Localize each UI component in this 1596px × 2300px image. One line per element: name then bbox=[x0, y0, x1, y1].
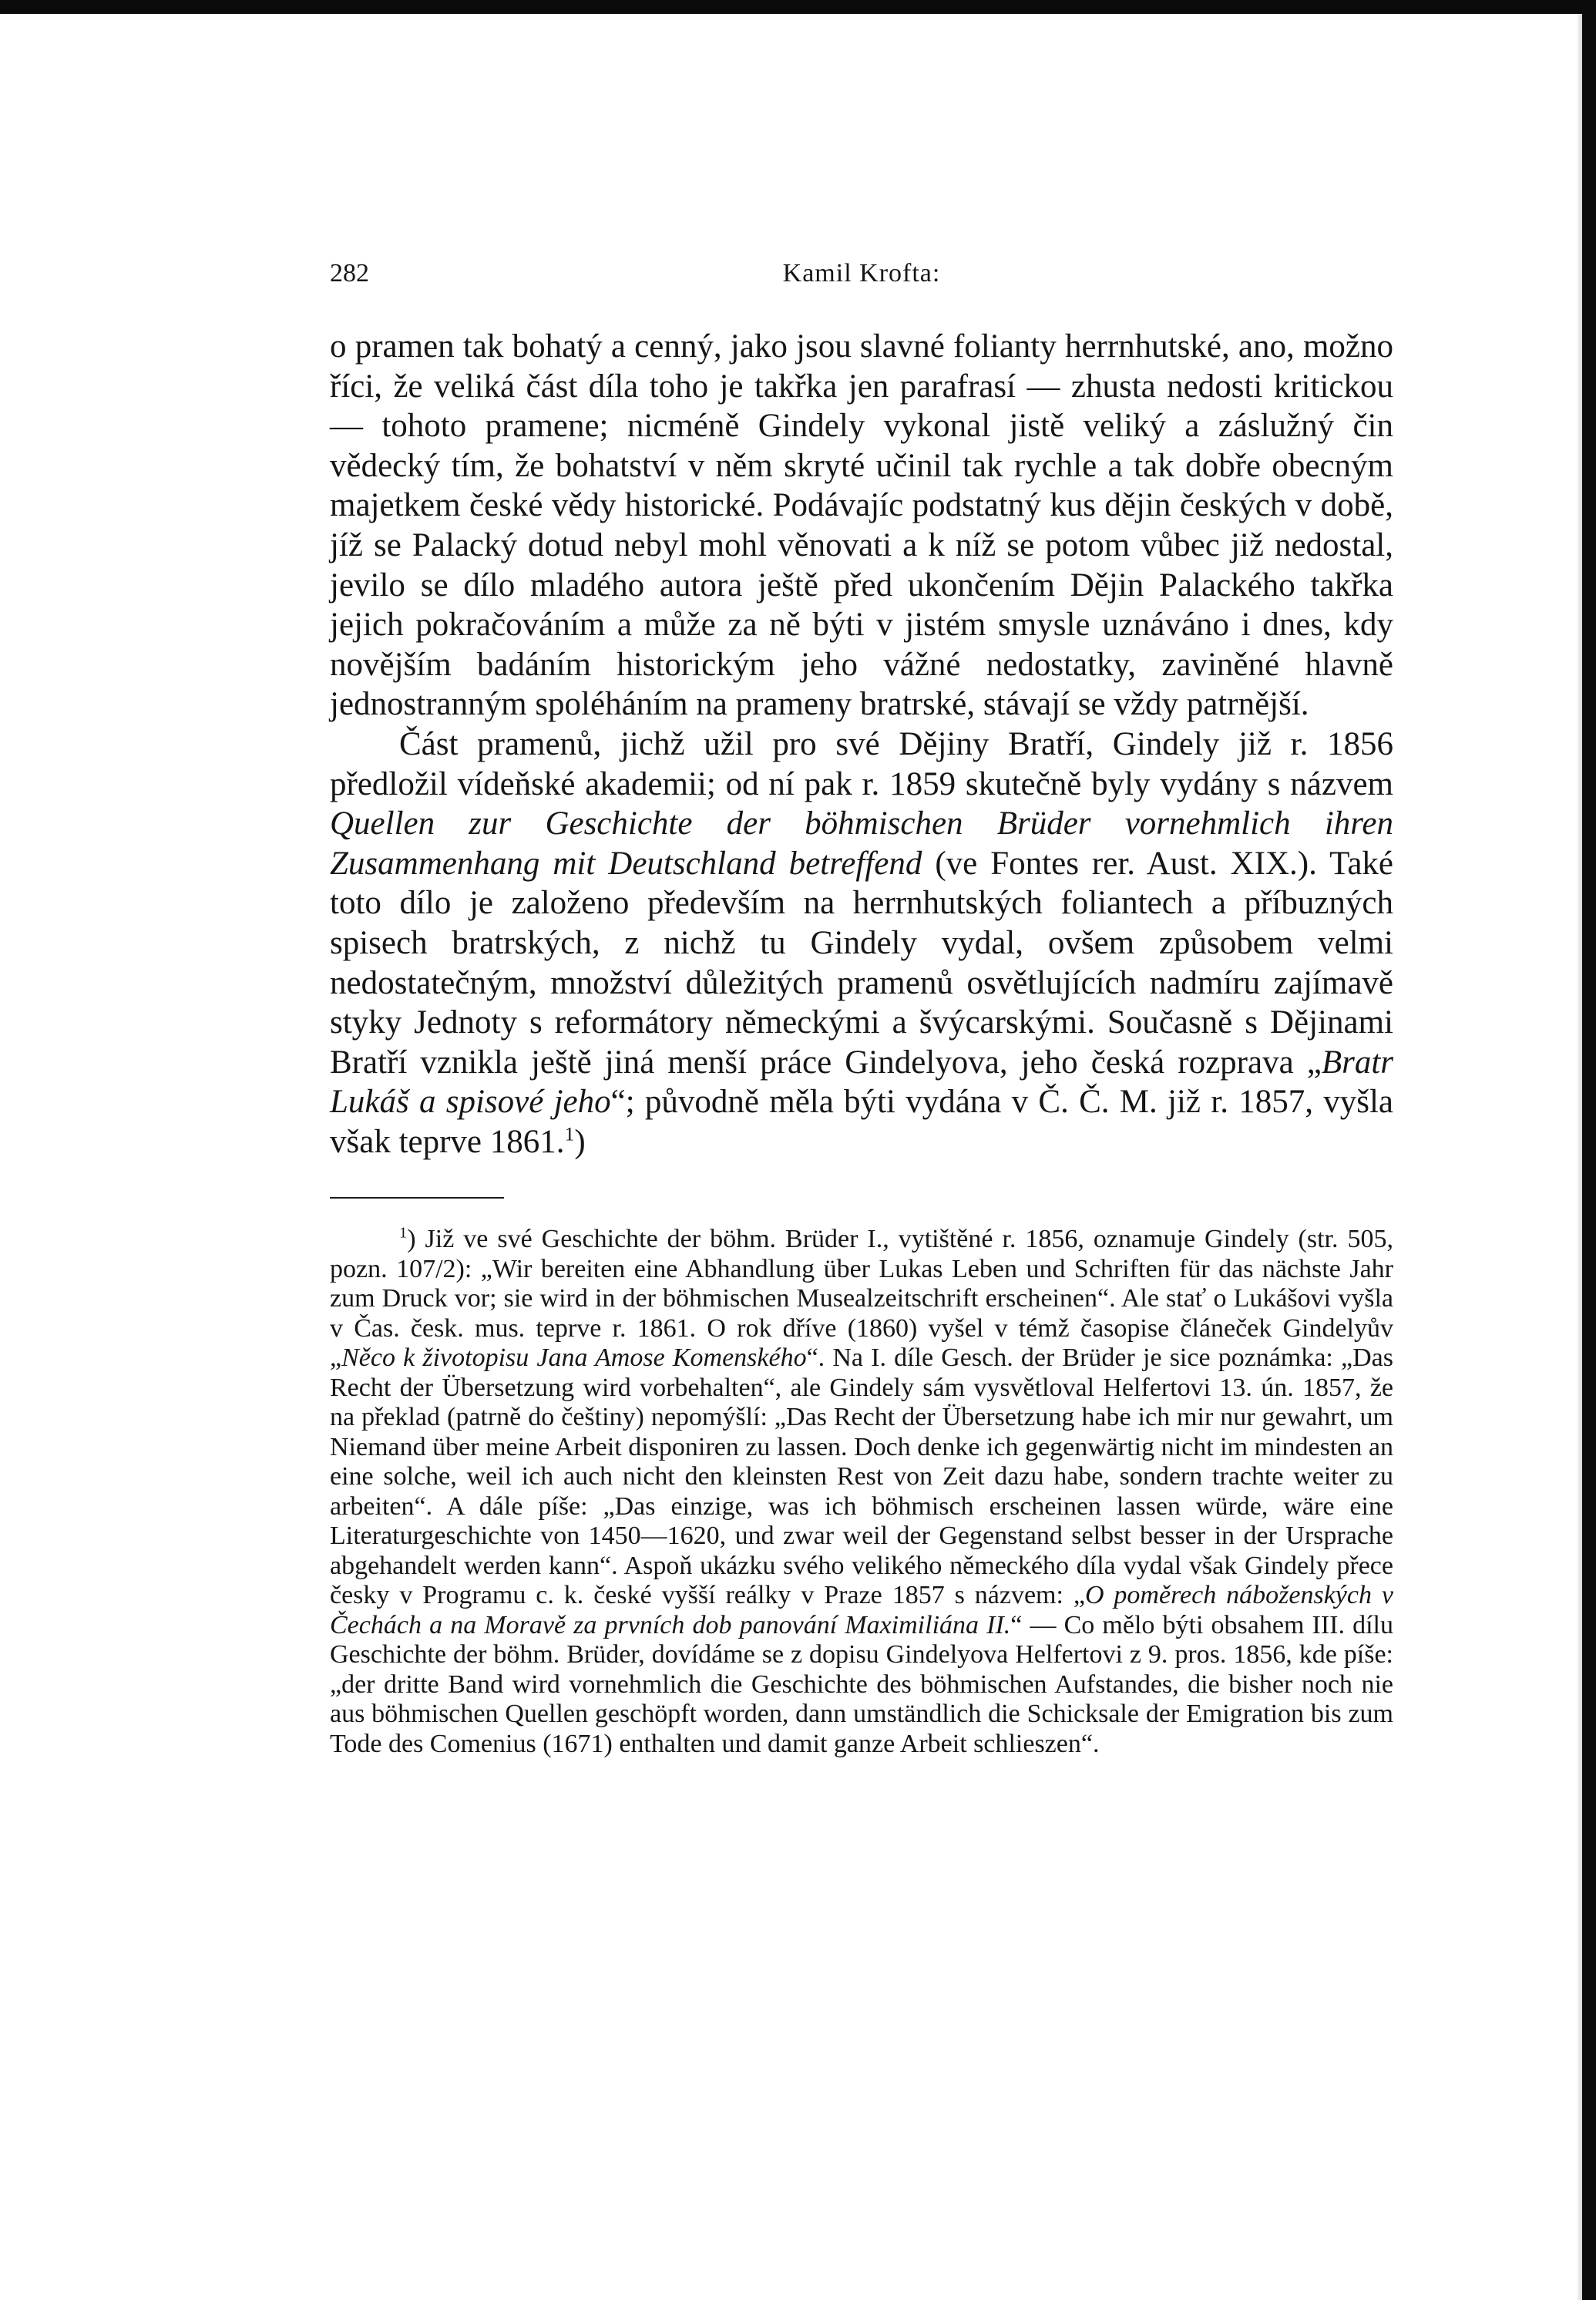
page-number: 282 bbox=[330, 259, 369, 288]
running-title: Kamil Krofta: bbox=[782, 259, 941, 288]
running-head bbox=[330, 254, 1393, 293]
footnote-text-c: “ — Co mělo býti obsahem III. dílu Geschichte der böhm. Brüder, dovídáme se z dopisu Gindelyova Helfertovi z 9. pros. 1856, kde píše: „der dritte Band wird vornehmlich die Geschichte des böhmischen Aufstandes, die bisher noch nie aus böhmischen Quellen geschöpft worden, dann umständlich die Schicksale der Emigration bis zum Tode des Comenius (1671) enthalten und damit ganze Arbeit schlieszen“. bbox=[330, 1610, 1393, 1758]
footnote-separator bbox=[330, 1197, 504, 1199]
paragraph-2-part-c: “; původně měla býti vydána v Č. Č. M. již r. 1857, vyšla však teprve 1861. bbox=[330, 1084, 1393, 1160]
paragraph-2-part-a: Část pramenů, jichž užil pro své Dějiny Bratří, Gindely již r. 1856 předložil vídeňské akademii; od ní pak r. 1859 skutečně byly vydány s názvem bbox=[330, 725, 1393, 802]
paragraph-2-part-b: (ve Fontes rer. Aust. XIX.). Také toto dílo je založeno především na herrnhutských foliantech a příbuzných spisech bratrských, z nichž tu Gindely vydal, ovšem způsobem velmi nedostatečným, množství důležitých pramenů osvětlujících nadmíru zajímavě styky Jednoty s reformátory německými a švýcarskými. Současně s Dějinami Bratří vznikla ještě jiná menší práce Gindelyova, jeho česká rozprava „ bbox=[330, 845, 1394, 1081]
footnote-reference: 1 bbox=[564, 1122, 575, 1145]
quellen-title: Quellen zur Geschichte der böhmischen Brüder vornehmlich ihren Zusammenhang mit Deutschland betreffend bbox=[330, 805, 1393, 882]
book-page bbox=[330, 254, 1393, 1759]
footnote-mark: 1 bbox=[399, 1225, 408, 1242]
footnote-title-1: Něco k životopisu Jana Amose Komenského bbox=[341, 1343, 807, 1373]
footnote-reference-paren: ) bbox=[574, 1123, 586, 1160]
scan-border-right bbox=[1582, 0, 1596, 2300]
scan-border-top bbox=[0, 0, 1596, 14]
footnote-mark-paren: ) bbox=[407, 1225, 416, 1254]
footnotes bbox=[330, 1225, 1393, 1759]
main-text bbox=[330, 327, 1393, 1162]
footnote-text-b: “. Na I. díle Gesch. der Brüder je sice poznámka: „Das Recht der Übersetzung wird vorbehalten“, ale Gindely sám vysvětloval Helfertovi 13. ún. 1857, že na překlad (patrně do češtiny) nepomýšlí: „Das Recht der Übersetzung habe ich mir nur gewahrt, um Niemand über meine Arbeit disponiren zu lassen. Doch denke ich gegenwärtig nicht im mindesten an eine solche, weil ich auch nicht den kleinsten Rest von Zeit dazu habe, sondern trachte weiter zu arbeiten“. A dále píše: „Das einzige, was ich böhmisch erscheinen lassen würde, wäre eine Literaturgeschichte von 1450—1620, und zwar weil der Gegenstand selbst besser in der Ursprache abgehandelt werden kann“. Aspoň ukázku svého velikého německého díla vydal však Gindely přece česky v Programu c. k. české vyšší reálky v Praze 1857 s názvem: „ bbox=[330, 1343, 1393, 1610]
bratr-lukas-title: Bratr Lukáš a spisové jeho bbox=[330, 1044, 1393, 1121]
footnote-title-2: O poměrech náboženských v Čechách a na Moravě za prvních dob panování Maximiliána II. bbox=[330, 1581, 1393, 1639]
paragraph-1: o pramen tak bohatý a cenný, jako jsou slavné folianty herrnhutské, ano, možno říci, že veliká část díla toho je takřka jen parafrasí — zhusta nedosti kritickou — tohoto pramene; nicméně Gindely vykonal jistě veliký a záslužný čin vědecký tím, že bohatství v něm skryté učinil tak rychle a tak dobře obecným majetkem české vědy historické. Podávajíc podstatný kus dějin českých v době, jíž se Palacký dotud nebyl mohl věnovati a k níž se potom vůbec již nedostal, jevilo se dílo mladého autora ještě před ukončením Dějin Palackého takřka jejich pokračováním a může za ně býti v jistém smysle uznáváno i dnes, kdy novějším badáním historickým jeho vážné nedostatky, zaviněné hlavně jednostranným spoléháním na prameny bratrské, stávají se vždy patrnější. bbox=[330, 328, 1393, 723]
footnote-text-a: Již ve své Geschichte der böhm. Brüder I., vytištěné r. 1856, oznamuje Gindely (str. 505, pozn. 107/2): „Wir bereiten eine Abhandlung über Lukas Leben und Schriften für das nächste Jahr zum Druck vor; sie wird in der böhmischen Musealzeitschrift erscheinen“. Ale stať o Lukášovi vyšla v Čas. česk. mus. teprve r. 1861. O rok dříve (1860) vyšel v témž časopise článeček Gindelyův „ bbox=[330, 1225, 1393, 1373]
footnote-1 bbox=[330, 1225, 1393, 1759]
paragraph-2 bbox=[330, 725, 1393, 1162]
